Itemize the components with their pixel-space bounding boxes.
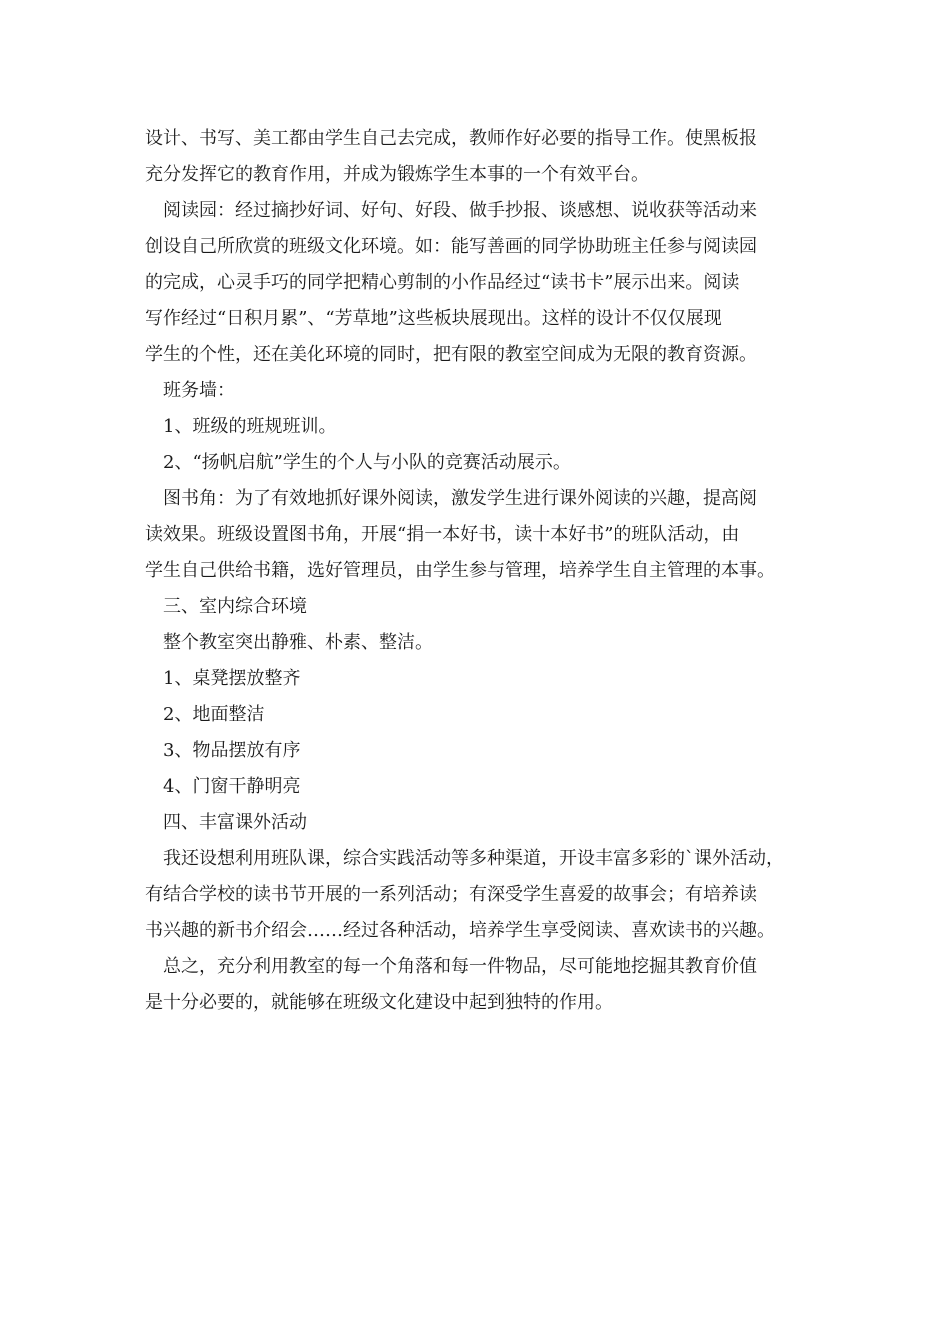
text-line: 是十分必要的，就能够在班级文化建设中起到独特的作用。 [145, 992, 613, 1013]
text-line: 班务墙： [163, 380, 235, 401]
text-line: 的完成，心灵手巧的同学把精心剪制的小作品经过“读书卡”展示出来。阅读 [145, 272, 740, 293]
text-line: 阅读园：经过摘抄好词、好句、好段、做手抄报、谈感想、说收获等活动来 [163, 200, 757, 221]
text-line: 设计、书写、美工都由学生自己去完成，教师作好必要的指导工作。使黑板报 [145, 128, 757, 149]
text-line: 1、桌凳摆放整齐 [163, 668, 301, 689]
text-line: 4、门窗干静明亮 [163, 776, 301, 797]
text-line: 写作经过“日积月累”、“芳草地”这些板块展现出。这样的设计不仅仅展现 [145, 308, 722, 329]
text-line: 创设自己所欣赏的班级文化环境。如：能写善画的同学协助班主任参与阅读园 [145, 236, 757, 257]
text-line: 3、物品摆放有序 [163, 740, 301, 761]
text-line: 2、“扬帆启航”学生的个人与小队的竞赛活动展示。 [163, 452, 571, 473]
text-line: 我还设想利用班队课，综合实践活动等多种渠道，开设丰富多彩的`课外活动， [163, 848, 784, 869]
text-line: 1、班级的班规班训。 [163, 416, 337, 437]
text-line: 学生自己供给书籍，选好管理员，由学生参与管理，培养学生自主管理的本事。 [145, 560, 775, 581]
text-line: 图书角：为了有效地抓好课外阅读，激发学生进行课外阅读的兴趣，提高阅 [163, 488, 757, 509]
text-line: 书兴趣的新书介绍会……经过各种活动，培养学生享受阅读、喜欢读书的兴趣。 [145, 920, 775, 941]
document-body [145, 121, 835, 1021]
text-line: 学生的个性，还在美化环境的同时，把有限的教室空间成为无限的教育资源。 [145, 344, 757, 365]
text-line: 总之，充分利用教室的每一个角落和每一件物品，尽可能地挖掘其教育价值 [163, 956, 757, 977]
text-line: 2、地面整洁 [163, 704, 265, 725]
text-line: 充分发挥它的教育作用，并成为锻炼学生本事的一个有效平台。 [145, 164, 649, 185]
text-line: 三、室内综合环境 [163, 596, 307, 617]
text-line: 四、丰富课外活动 [163, 812, 307, 833]
text-line: 读效果。班级设置图书角，开展“捐一本好书，读十本好书”的班队活动，由 [145, 524, 740, 545]
text-line: 整个教室突出静雅、朴素、整洁。 [163, 632, 433, 653]
text-line: 有结合学校的读书节开展的一系列活动；有深受学生喜爱的故事会；有培养读 [145, 884, 757, 905]
